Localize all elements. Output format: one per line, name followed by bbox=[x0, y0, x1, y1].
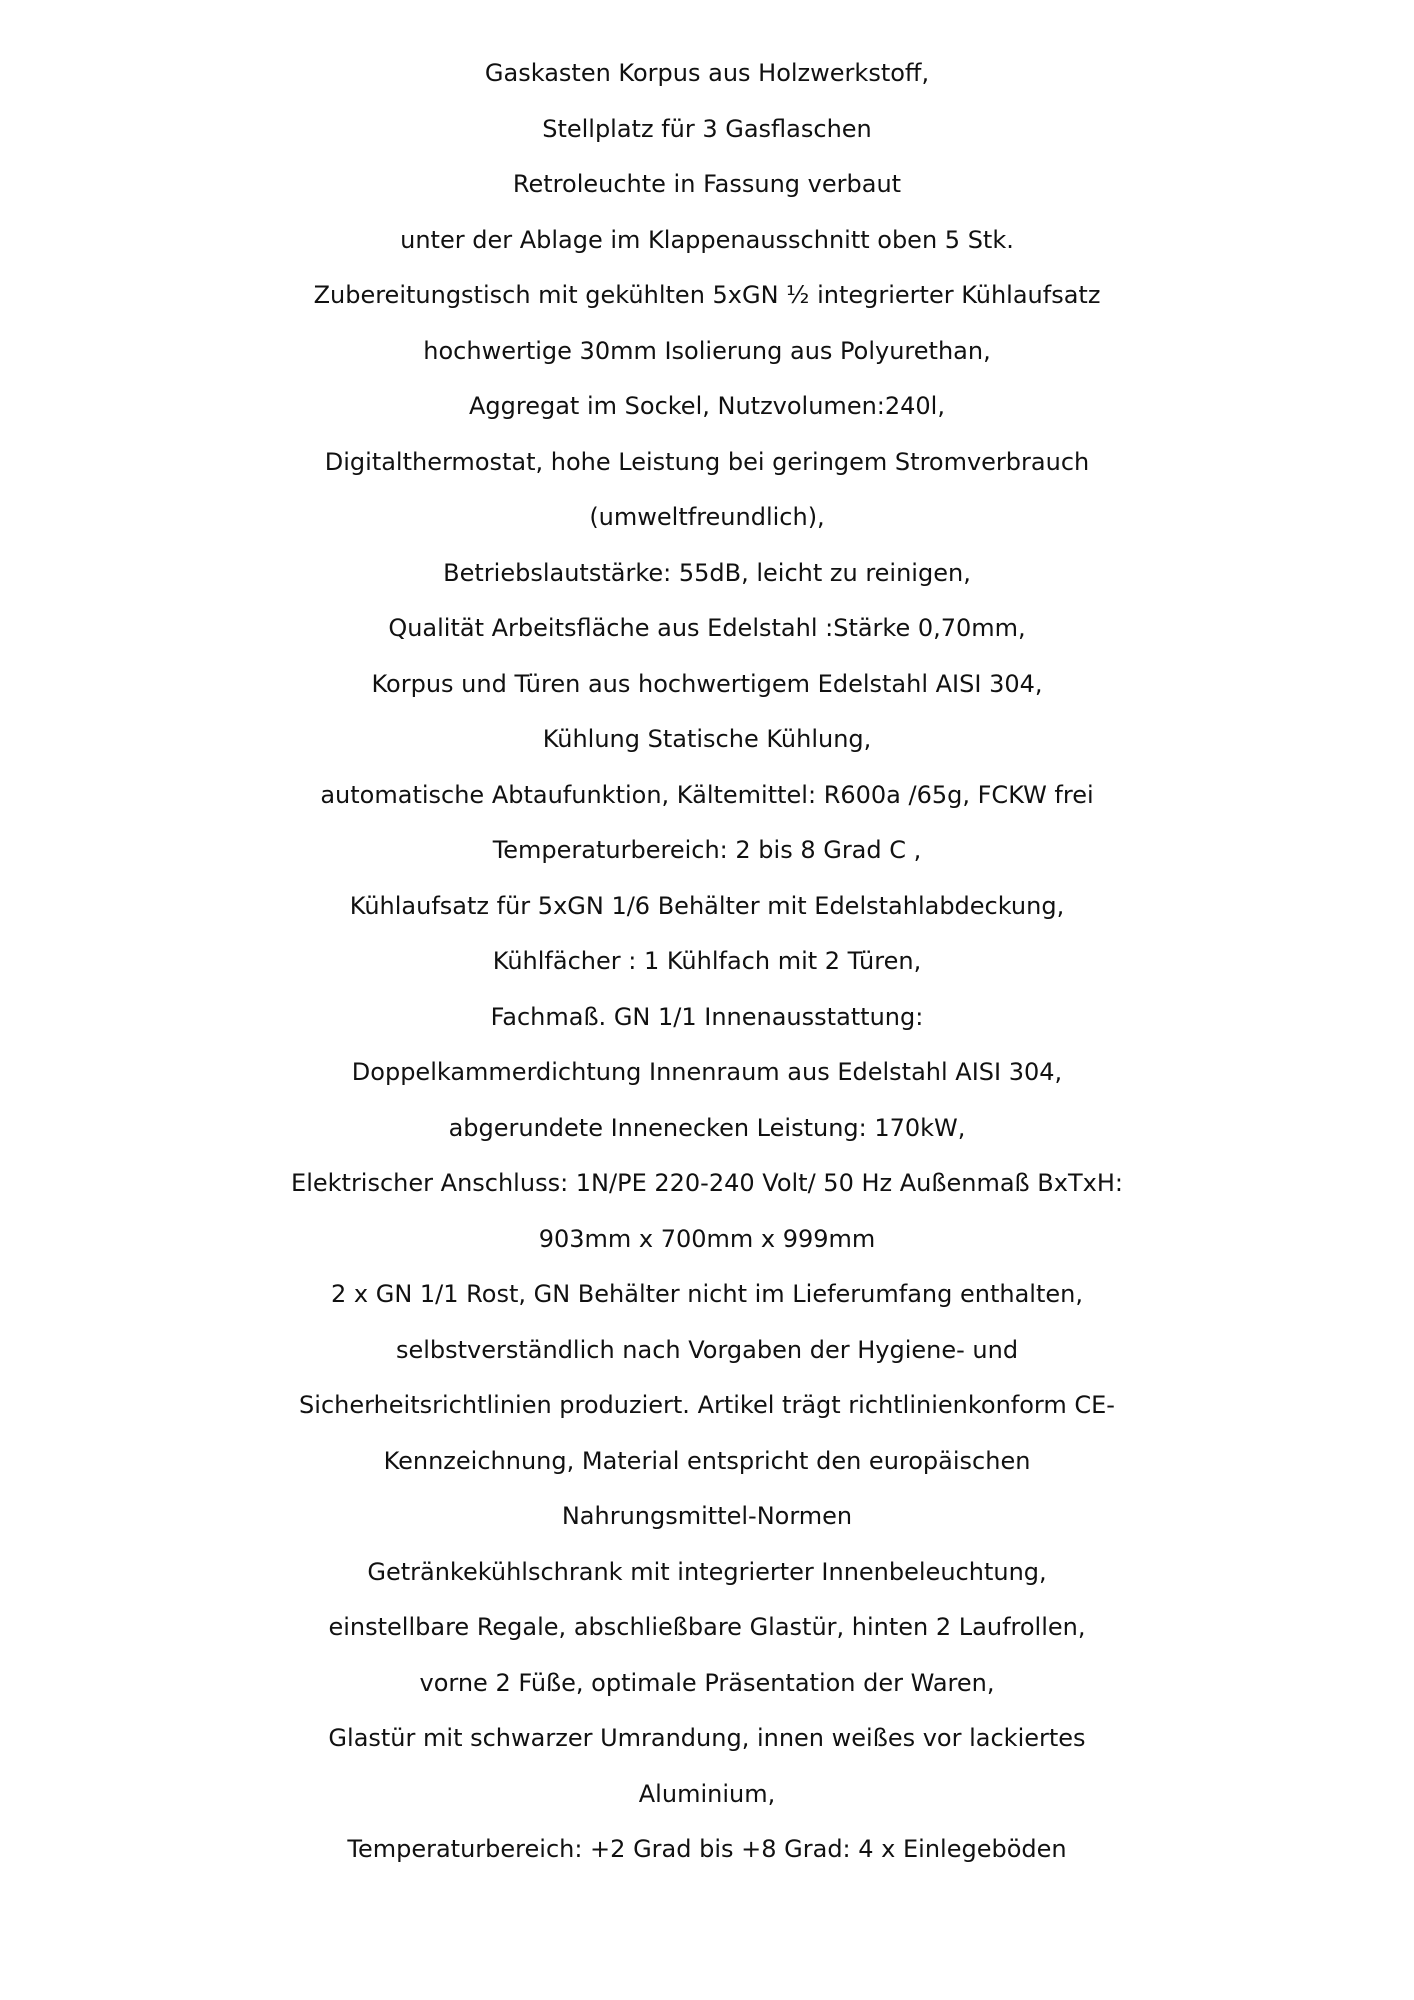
text-line: abgerundete Innenecken Leistung: 170kW, bbox=[448, 1113, 966, 1142]
text-line: automatische Abtaufunktion, Kältemittel: R600a /65g, FCKW frei bbox=[320, 780, 1094, 809]
text-line: Sicherheitsrichtlinien produziert. Artikel trägt richtlinienkonform CE- bbox=[299, 1391, 1115, 1419]
text-line: unter der Ablage im Klappenausschnitt oben 5 Stk. bbox=[400, 225, 1014, 254]
text-line: Getränkekühlschrank mit integrierter Innenbeleuchtung, bbox=[367, 1557, 1047, 1586]
text-line: selbstverständlich nach Vorgaben der Hygiene- und bbox=[395, 1335, 1019, 1364]
text-line: Fachmaß. GN 1/1 Innenausstattung: bbox=[490, 1002, 924, 1031]
text-line: vorne 2 Füße, optimale Präsentation der Waren, bbox=[419, 1668, 995, 1697]
product-description bbox=[0, 46, 1414, 1878]
text-line: Qualität Arbeitsfläche aus Edelstahl :Stärke 0,70mm, bbox=[388, 614, 1026, 642]
text-line: Digitalthermostat, hohe Leistung bei geringem Stromverbrauch bbox=[324, 447, 1090, 476]
text-line: Aluminium, bbox=[638, 1779, 776, 1808]
text-line: Kühlfächer : 1 Kühlfach mit 2 Türen, bbox=[492, 947, 922, 975]
text-line: Glastür mit schwarzer Umrandung, innen weißes vor lackiertes bbox=[328, 1724, 1086, 1752]
text-line: einstellbare Regale, abschließbare Glastür, hinten 2 Laufrollen, bbox=[328, 1613, 1086, 1641]
text-line: Gaskasten Korpus aus Holzwerkstoff, bbox=[484, 59, 930, 87]
text-line: Korpus und Türen aus hochwertigem Edelstahl AISI 304, bbox=[371, 669, 1043, 698]
text-line: Doppelkammerdichtung Innenraum aus Edelstahl AISI 304, bbox=[351, 1058, 1063, 1086]
text-line: Betriebslautstärke: 55dB, leicht zu reinigen, bbox=[443, 558, 971, 587]
text-line: Zubereitungstisch mit gekühlten 5xGN ½ integrierter Kühlaufsatz bbox=[313, 281, 1101, 309]
text-line: Aggregat im Sockel, Nutzvolumen:240l, bbox=[469, 392, 945, 420]
text-line: Stellplatz für 3 Gasflaschen bbox=[542, 114, 872, 143]
text-line: 903mm x 700mm x 999mm bbox=[538, 1224, 876, 1253]
text-line: Elektrischer Anschluss: 1N/PE 220-240 Volt/ 50 Hz Außenmaß BxTxH: bbox=[291, 1169, 1123, 1197]
text-line: 2 x GN 1/1 Rost, GN Behälter nicht im Lieferumfang enthalten, bbox=[331, 1280, 1083, 1308]
text-line: Kühlung Statische Kühlung, bbox=[542, 725, 872, 753]
text-line: Kühlaufsatz für 5xGN 1/6 Behälter mit Edelstahlabdeckung, bbox=[349, 891, 1065, 920]
text-line: Nahrungsmittel-Normen bbox=[561, 1502, 853, 1530]
text-line: Retroleuchte in Fassung verbaut bbox=[512, 170, 902, 198]
text-line: (umweltfreundlich), bbox=[589, 503, 825, 531]
text-line: Temperaturbereich: 2 bis 8 Grad C , bbox=[492, 836, 922, 864]
text-line: hochwertige 30mm Isolierung aus Polyurethan, bbox=[423, 336, 991, 365]
text-line: Kennzeichnung, Material entspricht den europäischen bbox=[383, 1446, 1031, 1475]
text-line: Temperaturbereich: +2 Grad bis +8 Grad: 4 x Einlegeböden bbox=[347, 1835, 1067, 1863]
